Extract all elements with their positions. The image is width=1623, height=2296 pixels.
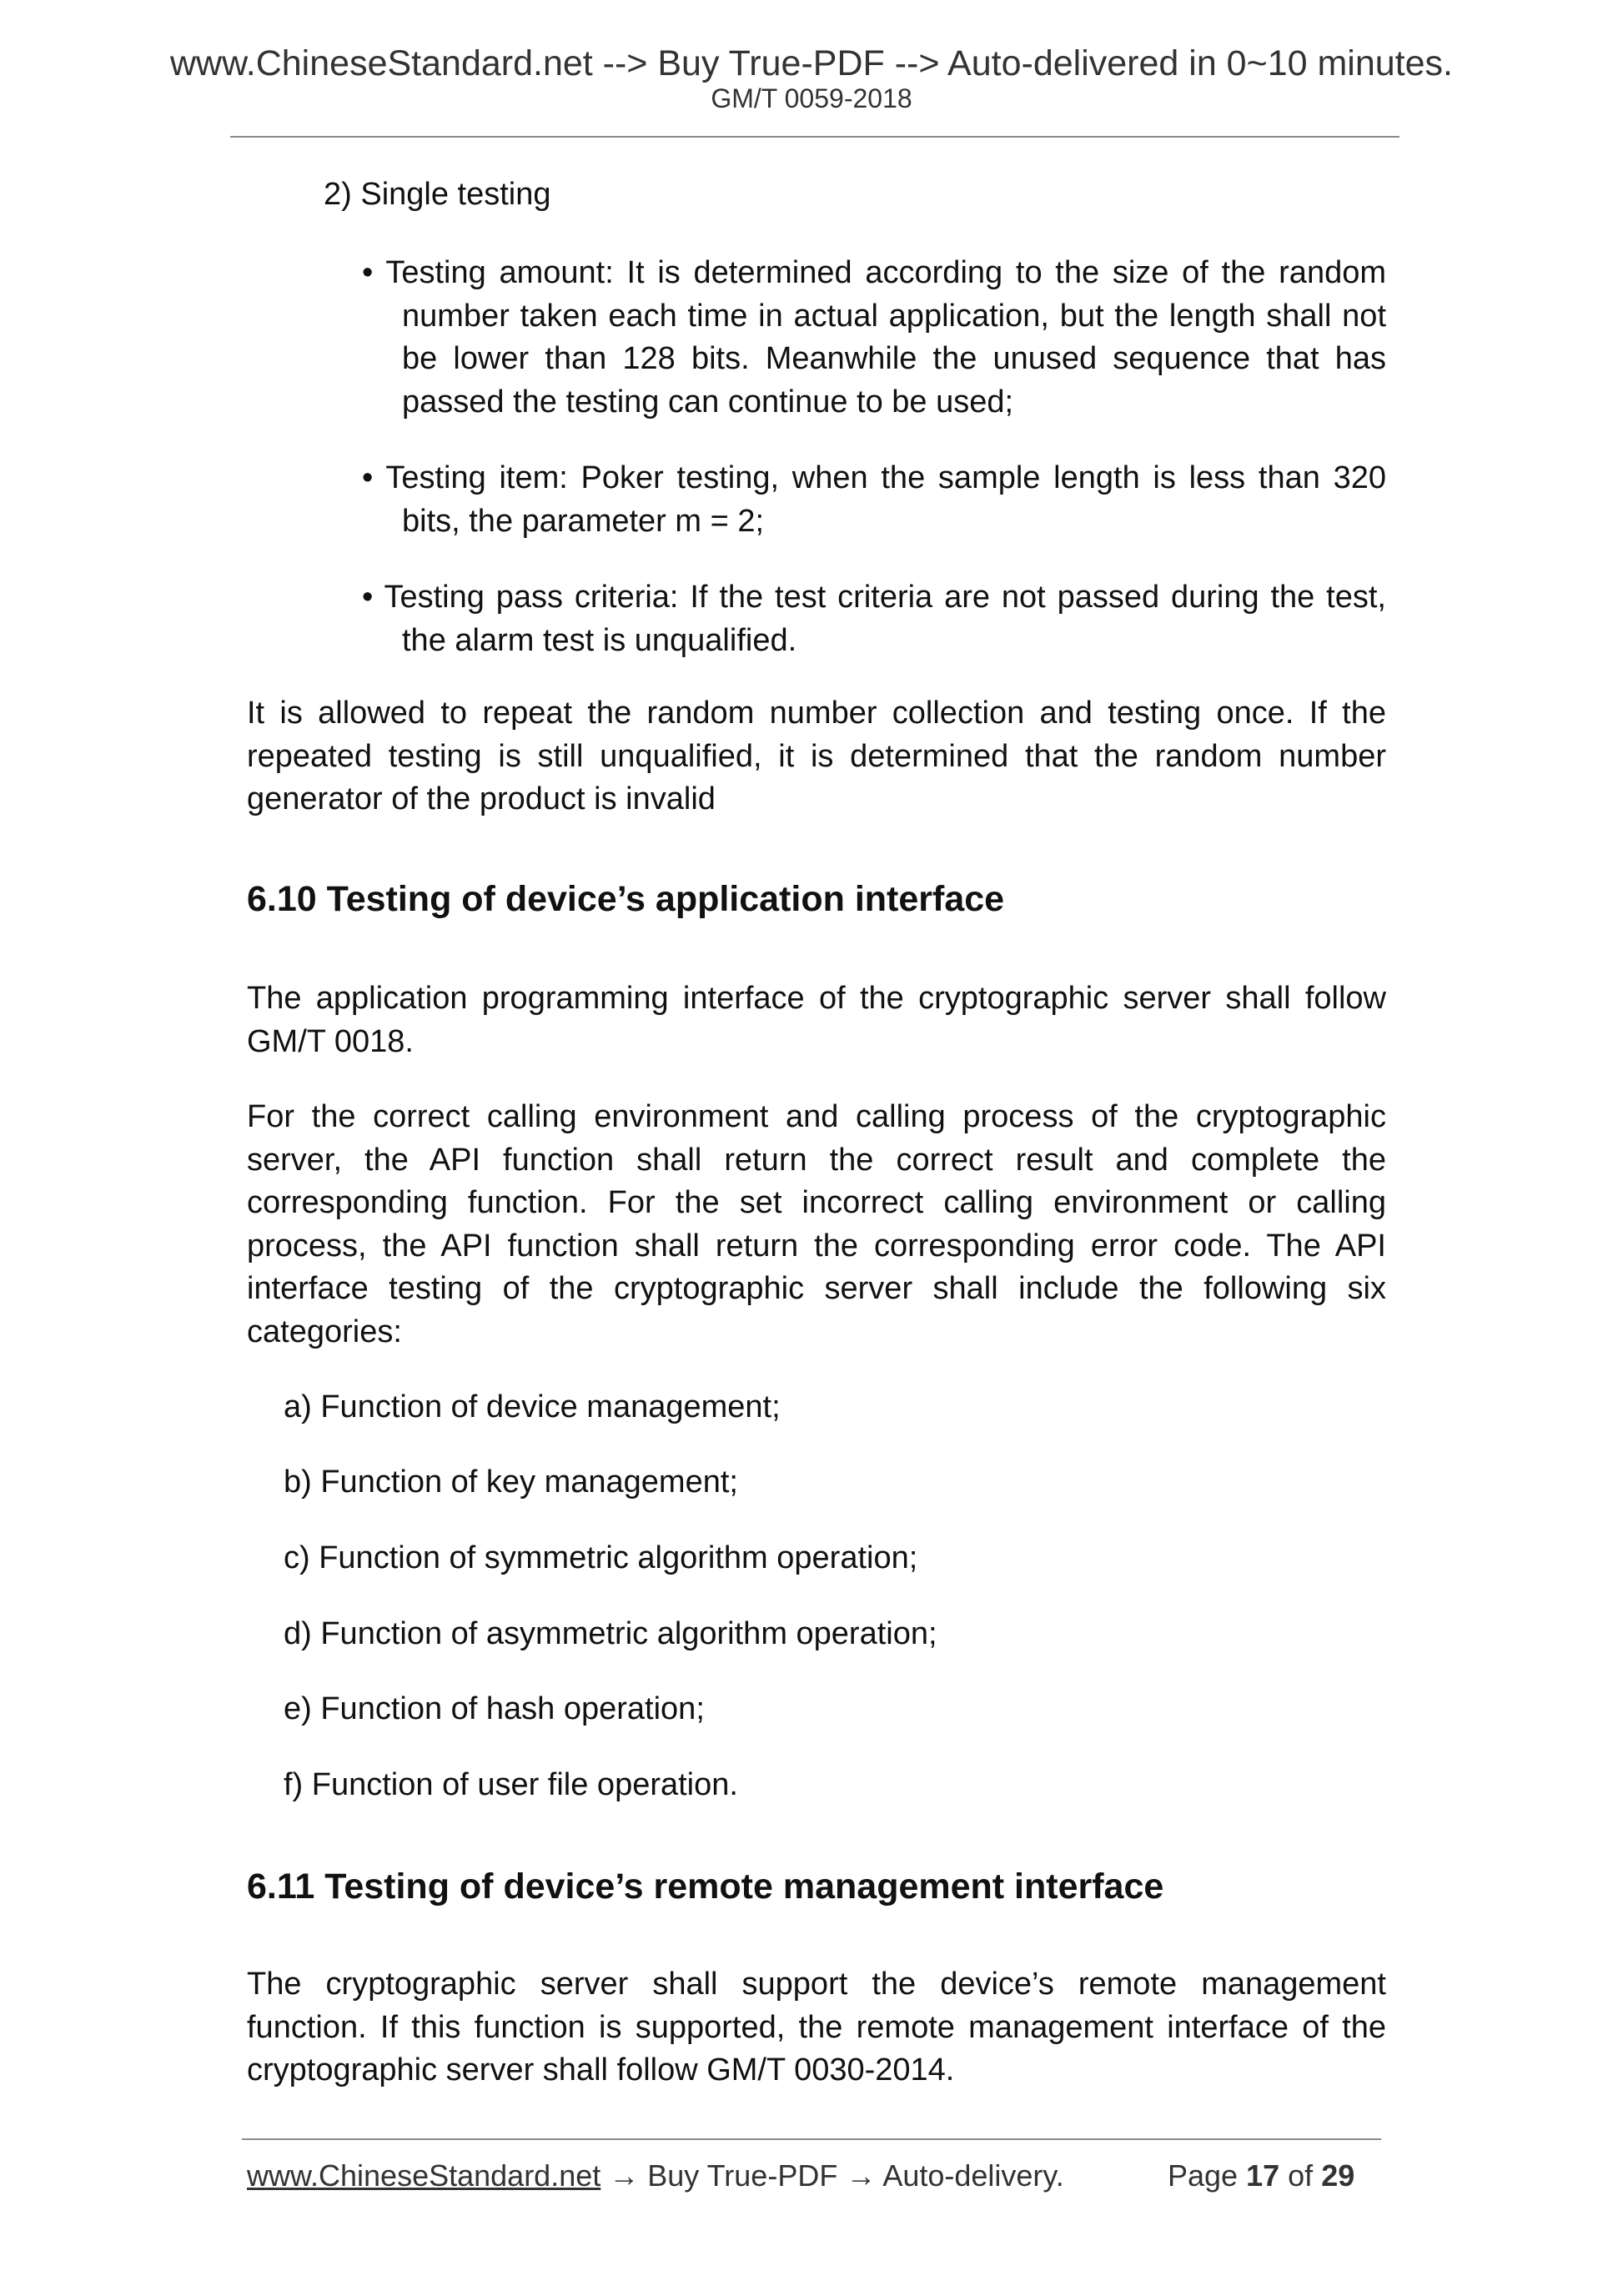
page-label: Page	[1168, 2158, 1239, 2193]
paragraph-line: server, the API function shall return the correct result and complete the	[247, 1142, 1386, 1178]
section-6-10-heading: 6.10 Testing of device’s application interface	[247, 879, 1005, 919]
paragraph-line: cryptographic server shall follow GM/T 0030-2014.	[247, 2052, 955, 2088]
paragraph-line: function. If this function is supported, the remote management interface of the	[247, 2009, 1386, 2045]
header-banner: www.ChineseStandard.net --> Buy True-PDF --> Auto-delivered in 0~10 minutes.	[169, 43, 1453, 83]
page-current: 17	[1246, 2158, 1280, 2193]
bullet-line: • Testing amount: It is determined according to the size of the random	[362, 255, 1386, 290]
bullet-testing-item	[362, 457, 1386, 543]
page-number	[1168, 2156, 1354, 2196]
footer-links	[247, 2156, 1064, 2196]
paragraph-line: GM/T 0018.	[247, 1023, 414, 1059]
list-item: a) Function of device management;	[284, 1389, 781, 1424]
paragraph-line: For the correct calling environment and calling process of the cryptographic	[247, 1099, 1386, 1134]
list-item: d) Function of asymmetric algorithm operation;	[284, 1616, 937, 1651]
paragraph-line: It is allowed to repeat the random number collection and testing once. If the	[247, 696, 1386, 731]
of-label: of	[1288, 2158, 1314, 2193]
bullet-line: the alarm test is unqualified.	[402, 622, 797, 658]
footer-delivery-text: → Buy True-PDF → Auto-delivery.	[600, 2158, 1064, 2193]
repeat-paragraph	[247, 692, 1386, 821]
bullet-testing-pass-criteria	[362, 576, 1386, 662]
footer-divider	[242, 2138, 1381, 2140]
page-total: 29	[1321, 2158, 1355, 2193]
list-item: e) Function of hash operation;	[284, 1691, 705, 1726]
footer-site-link[interactable]: www.ChineseStandard.net	[247, 2158, 601, 2193]
paragraph-line: repeated testing is still unqualified, it is determined that the random number	[247, 738, 1386, 774]
header-divider	[230, 136, 1399, 138]
section-6-11-paragraph	[247, 1963, 1386, 2093]
section-6-10-paragraph-1	[247, 977, 1386, 1063]
bullet-line: bits, the parameter m = 2;	[402, 503, 765, 539]
paragraph-line: corresponding function. For the set incorrect calling environment or calling	[247, 1185, 1386, 1220]
document-id: GM/T 0059-2018	[711, 83, 912, 113]
list-item: c) Function of symmetric algorithm operation;	[284, 1540, 918, 1575]
list-item: b) Function of key management;	[284, 1465, 738, 1500]
bullet-line: passed the testing can continue to be used;	[402, 384, 1014, 420]
paragraph-line: The cryptographic server shall support the device’s remote management	[247, 1967, 1386, 2002]
single-testing-title: 2) Single testing	[324, 177, 551, 212]
bullet-line: be lower than 128 bits. Meanwhile the unused sequence that has	[402, 341, 1386, 376]
bullet-line: • Testing pass criteria: If the test criteria are not passed during the test,	[362, 580, 1386, 615]
paragraph-line: categories:	[247, 1314, 402, 1349]
paragraph-line: interface testing of the cryptographic server shall include the following six	[247, 1271, 1386, 1306]
section-6-10-paragraph-2	[247, 1096, 1386, 1354]
section-6-11-heading: 6.11 Testing of device’s remote management interface	[247, 1866, 1164, 1907]
bullet-line: • Testing item: Poker testing, when the sample length is less than 320	[362, 460, 1386, 495]
list-item: f) Function of user file operation.	[284, 1767, 738, 1802]
bullet-line: number taken each time in actual application, but the length shall not	[402, 298, 1386, 334]
paragraph-line: generator of the product is invalid	[247, 781, 716, 816]
bullet-testing-amount	[362, 252, 1386, 424]
paragraph-line: process, the API function shall return the corresponding error code. The API	[247, 1228, 1386, 1264]
paragraph-line: The application programming interface of the cryptographic server shall follow	[247, 981, 1386, 1016]
